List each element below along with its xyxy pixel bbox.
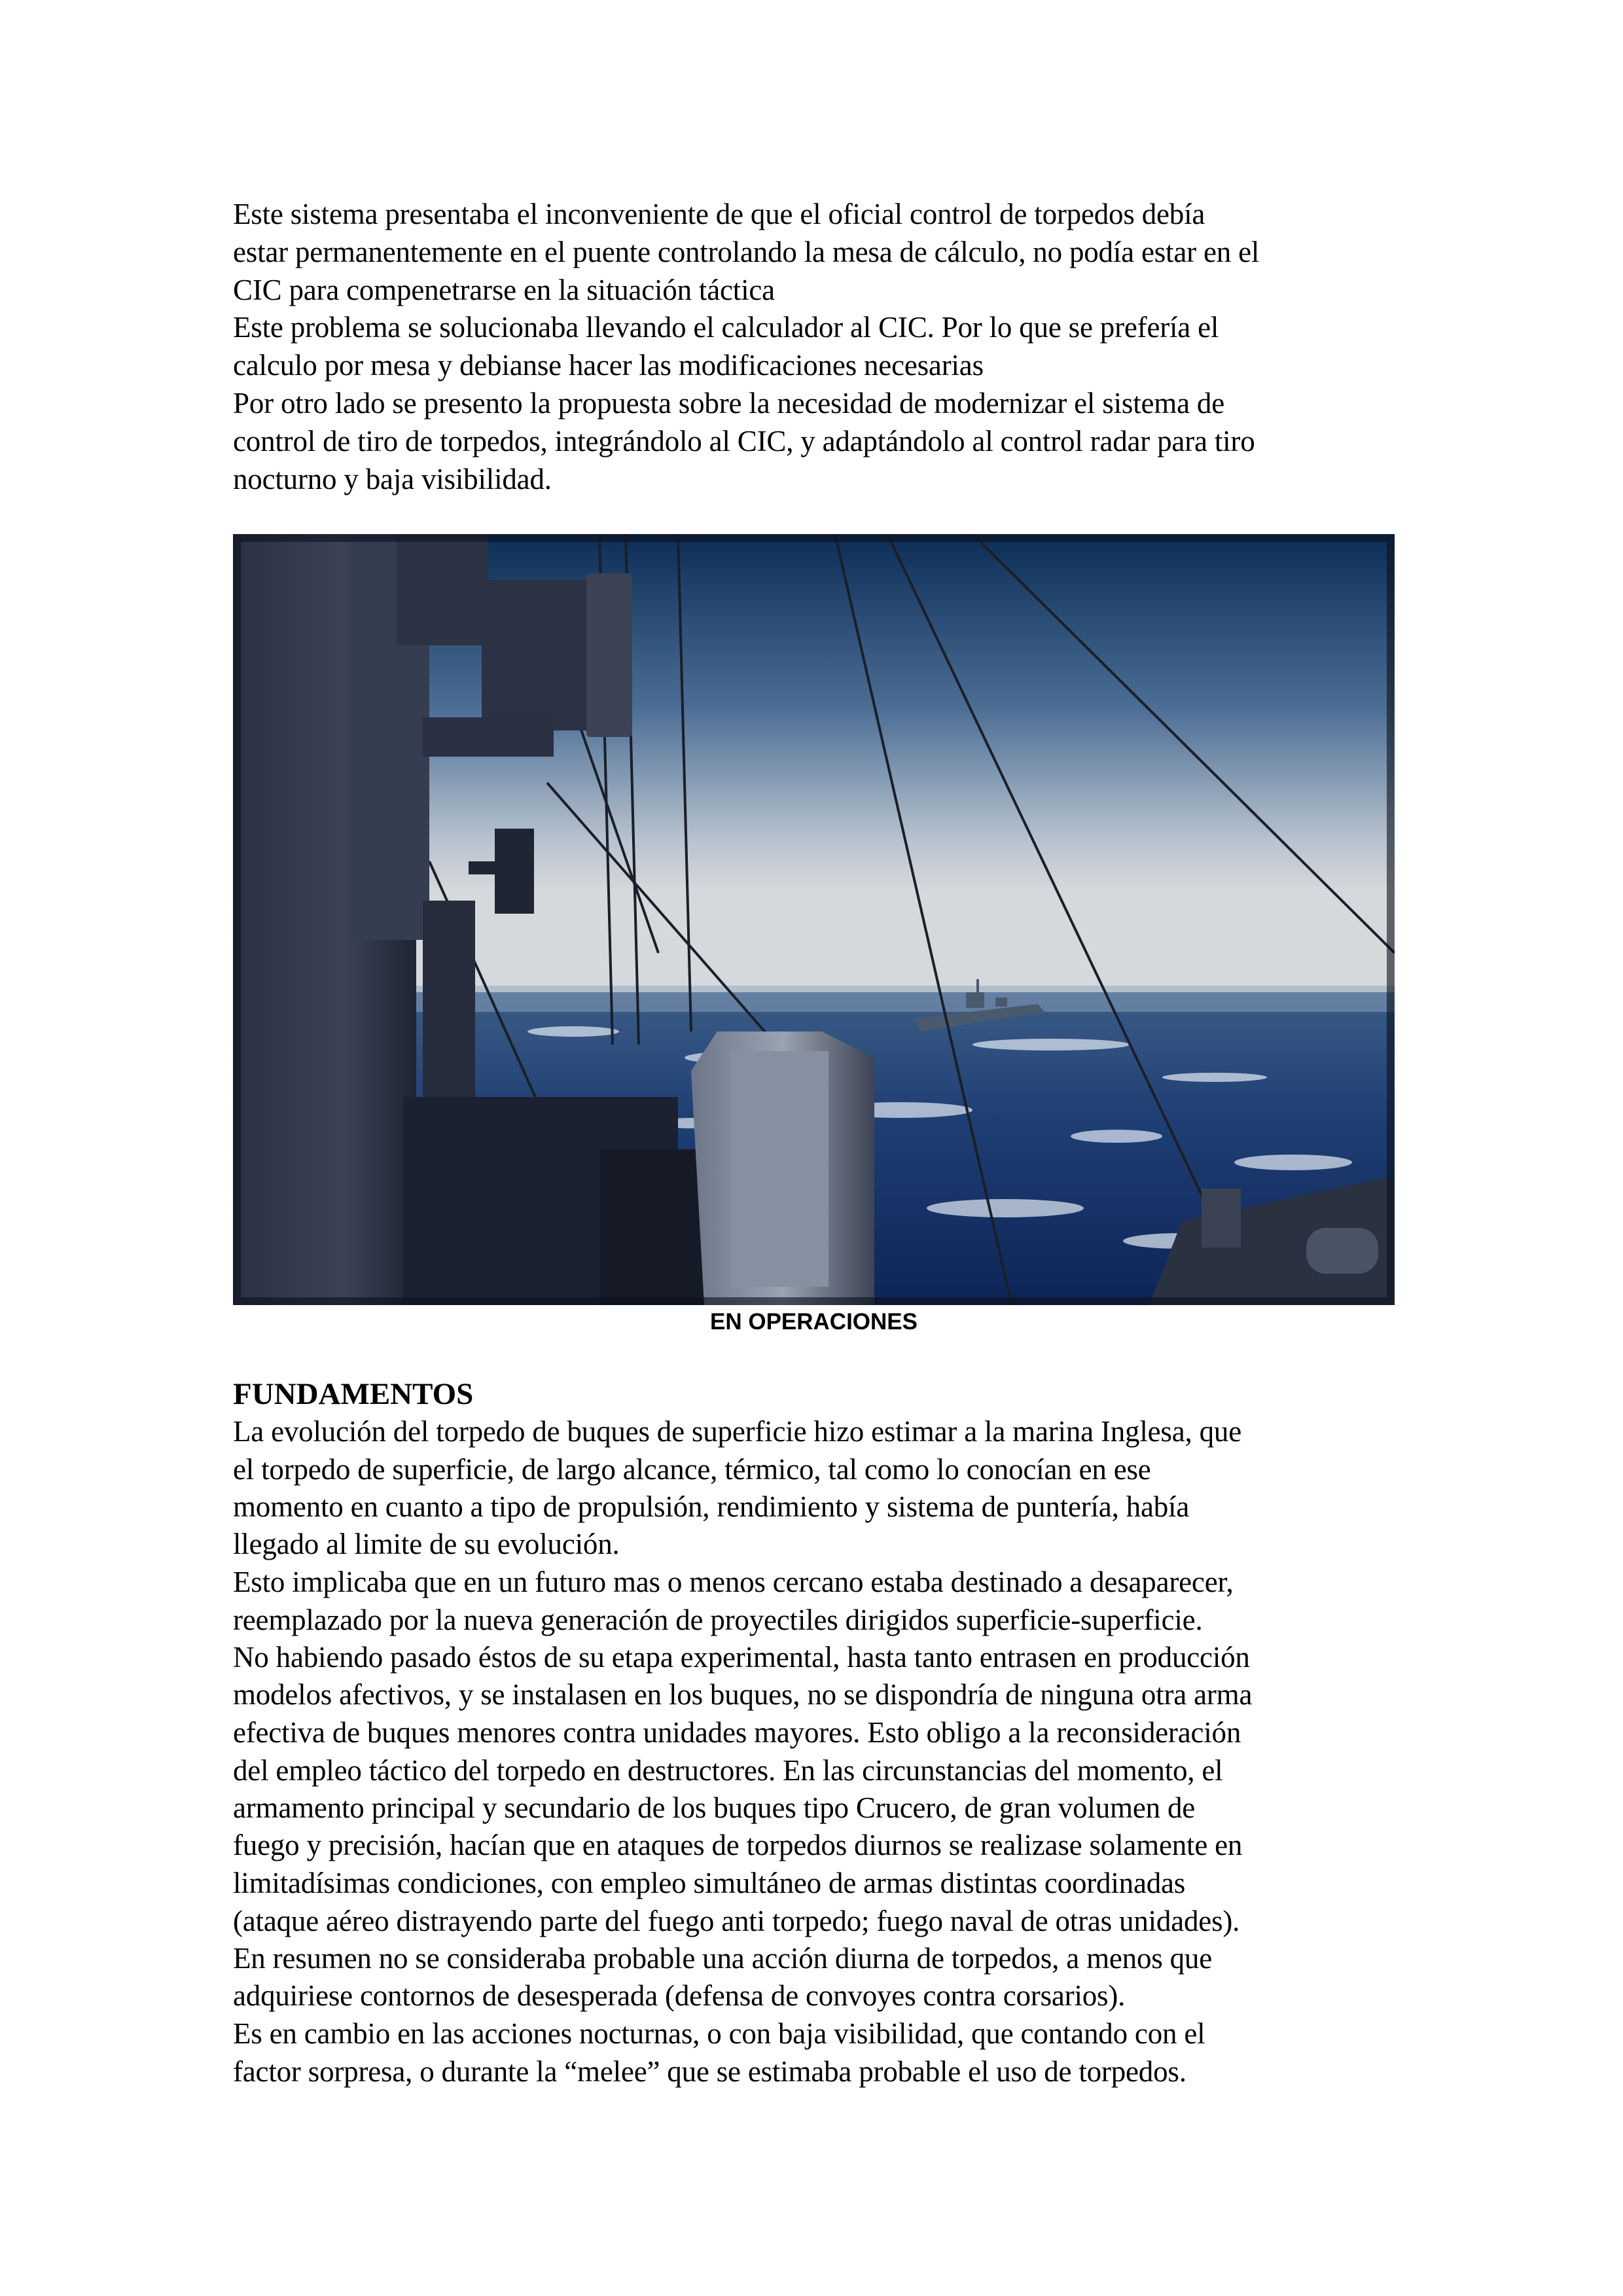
photo-caption: EN OPERACIONES xyxy=(710,1309,918,1335)
text-line: CIC para compenetrarse en la situación táctica xyxy=(233,274,775,306)
text-line: limitadísimas condiciones, con empleo simultáneo de armas distintas coordinadas xyxy=(233,1867,1186,1899)
text-line: Es en cambio en las acciones nocturnas, o con baja visibilidad, que contando con el xyxy=(233,2017,1205,2050)
text-line: estar permanentemente en el puente controlando la mesa de cálculo, no podía estar en el xyxy=(233,236,1260,268)
text-line: Esto implicaba que en un futuro mas o menos cercano estaba destinado a desaparecer, xyxy=(233,1566,1234,1598)
text-line: En resumen no se consideraba probable una acción diurna de torpedos, a menos que xyxy=(233,1942,1212,1975)
text-line: Por otro lado se presento la propuesta sobre la necesidad de modernizar el sistema de xyxy=(233,387,1224,420)
text-line: reemplazado por la nueva generación de proyectiles dirigidos superficie-superficie. xyxy=(233,1604,1203,1636)
text-line: control de tiro de torpedos, integrándolo al CIC, y adaptándolo al control radar para tiro xyxy=(233,425,1255,457)
text-line: nocturno y baja visibilidad. xyxy=(233,463,552,495)
text-line: llegado al limite de su evolución. xyxy=(233,1528,620,1560)
text-line: factor sorpresa, o durante la “melee” que se estimaba probable el uso de torpedos. xyxy=(233,2055,1186,2088)
text-line: modelos afectivos, y se instalasen en los buques, no se dispondría de ninguna otra arma xyxy=(233,1678,1253,1711)
text-line: fuego y precisión, hacían que en ataques de torpedos diurnos se realizase solamente en xyxy=(233,1829,1243,1861)
section-heading: FUNDAMENTOS xyxy=(233,1377,474,1411)
text-line: armamento principal y secundario de los buques tipo Crucero, de gran volumen de xyxy=(233,1791,1196,1824)
ship-at-sea-photo xyxy=(233,534,1395,1305)
text-line: La evolución del torpedo de buques de superficie hizo estimar a la marina Inglesa, que xyxy=(233,1415,1241,1448)
text-line: el torpedo de superficie, de largo alcance, térmico, tal como lo conocían en ese xyxy=(233,1453,1151,1486)
text-line: del empleo táctico del torpedo en destructores. En las circunstancias del momento, el xyxy=(233,1754,1223,1787)
text-line: adquiriese contornos de desesperada (defensa de convoyes contra corsarios). xyxy=(233,1979,1126,2012)
text-line: Este sistema presentaba el inconveniente de que el oficial control de torpedos debía xyxy=(233,198,1205,230)
text-line: Este problema se solucionaba llevando el calculador al CIC. Por lo que se prefería el xyxy=(233,311,1219,344)
text-line: (ataque aéreo distrayendo parte del fuego anti torpedo; fuego naval de otras unidades). xyxy=(233,1905,1240,1937)
text-line: No habiendo pasado éstos de su etapa experimental, hasta tanto entrasen en producción xyxy=(233,1641,1250,1674)
text-line: momento en cuanto a tipo de propulsión, rendimiento y sistema de puntería, había xyxy=(233,1490,1190,1523)
text-line: calculo por mesa y debianse hacer las modificaciones necesarias xyxy=(233,349,984,382)
text-line: efectiva de buques menores contra unidades mayores. Esto obligo a la reconsideración xyxy=(233,1716,1241,1749)
